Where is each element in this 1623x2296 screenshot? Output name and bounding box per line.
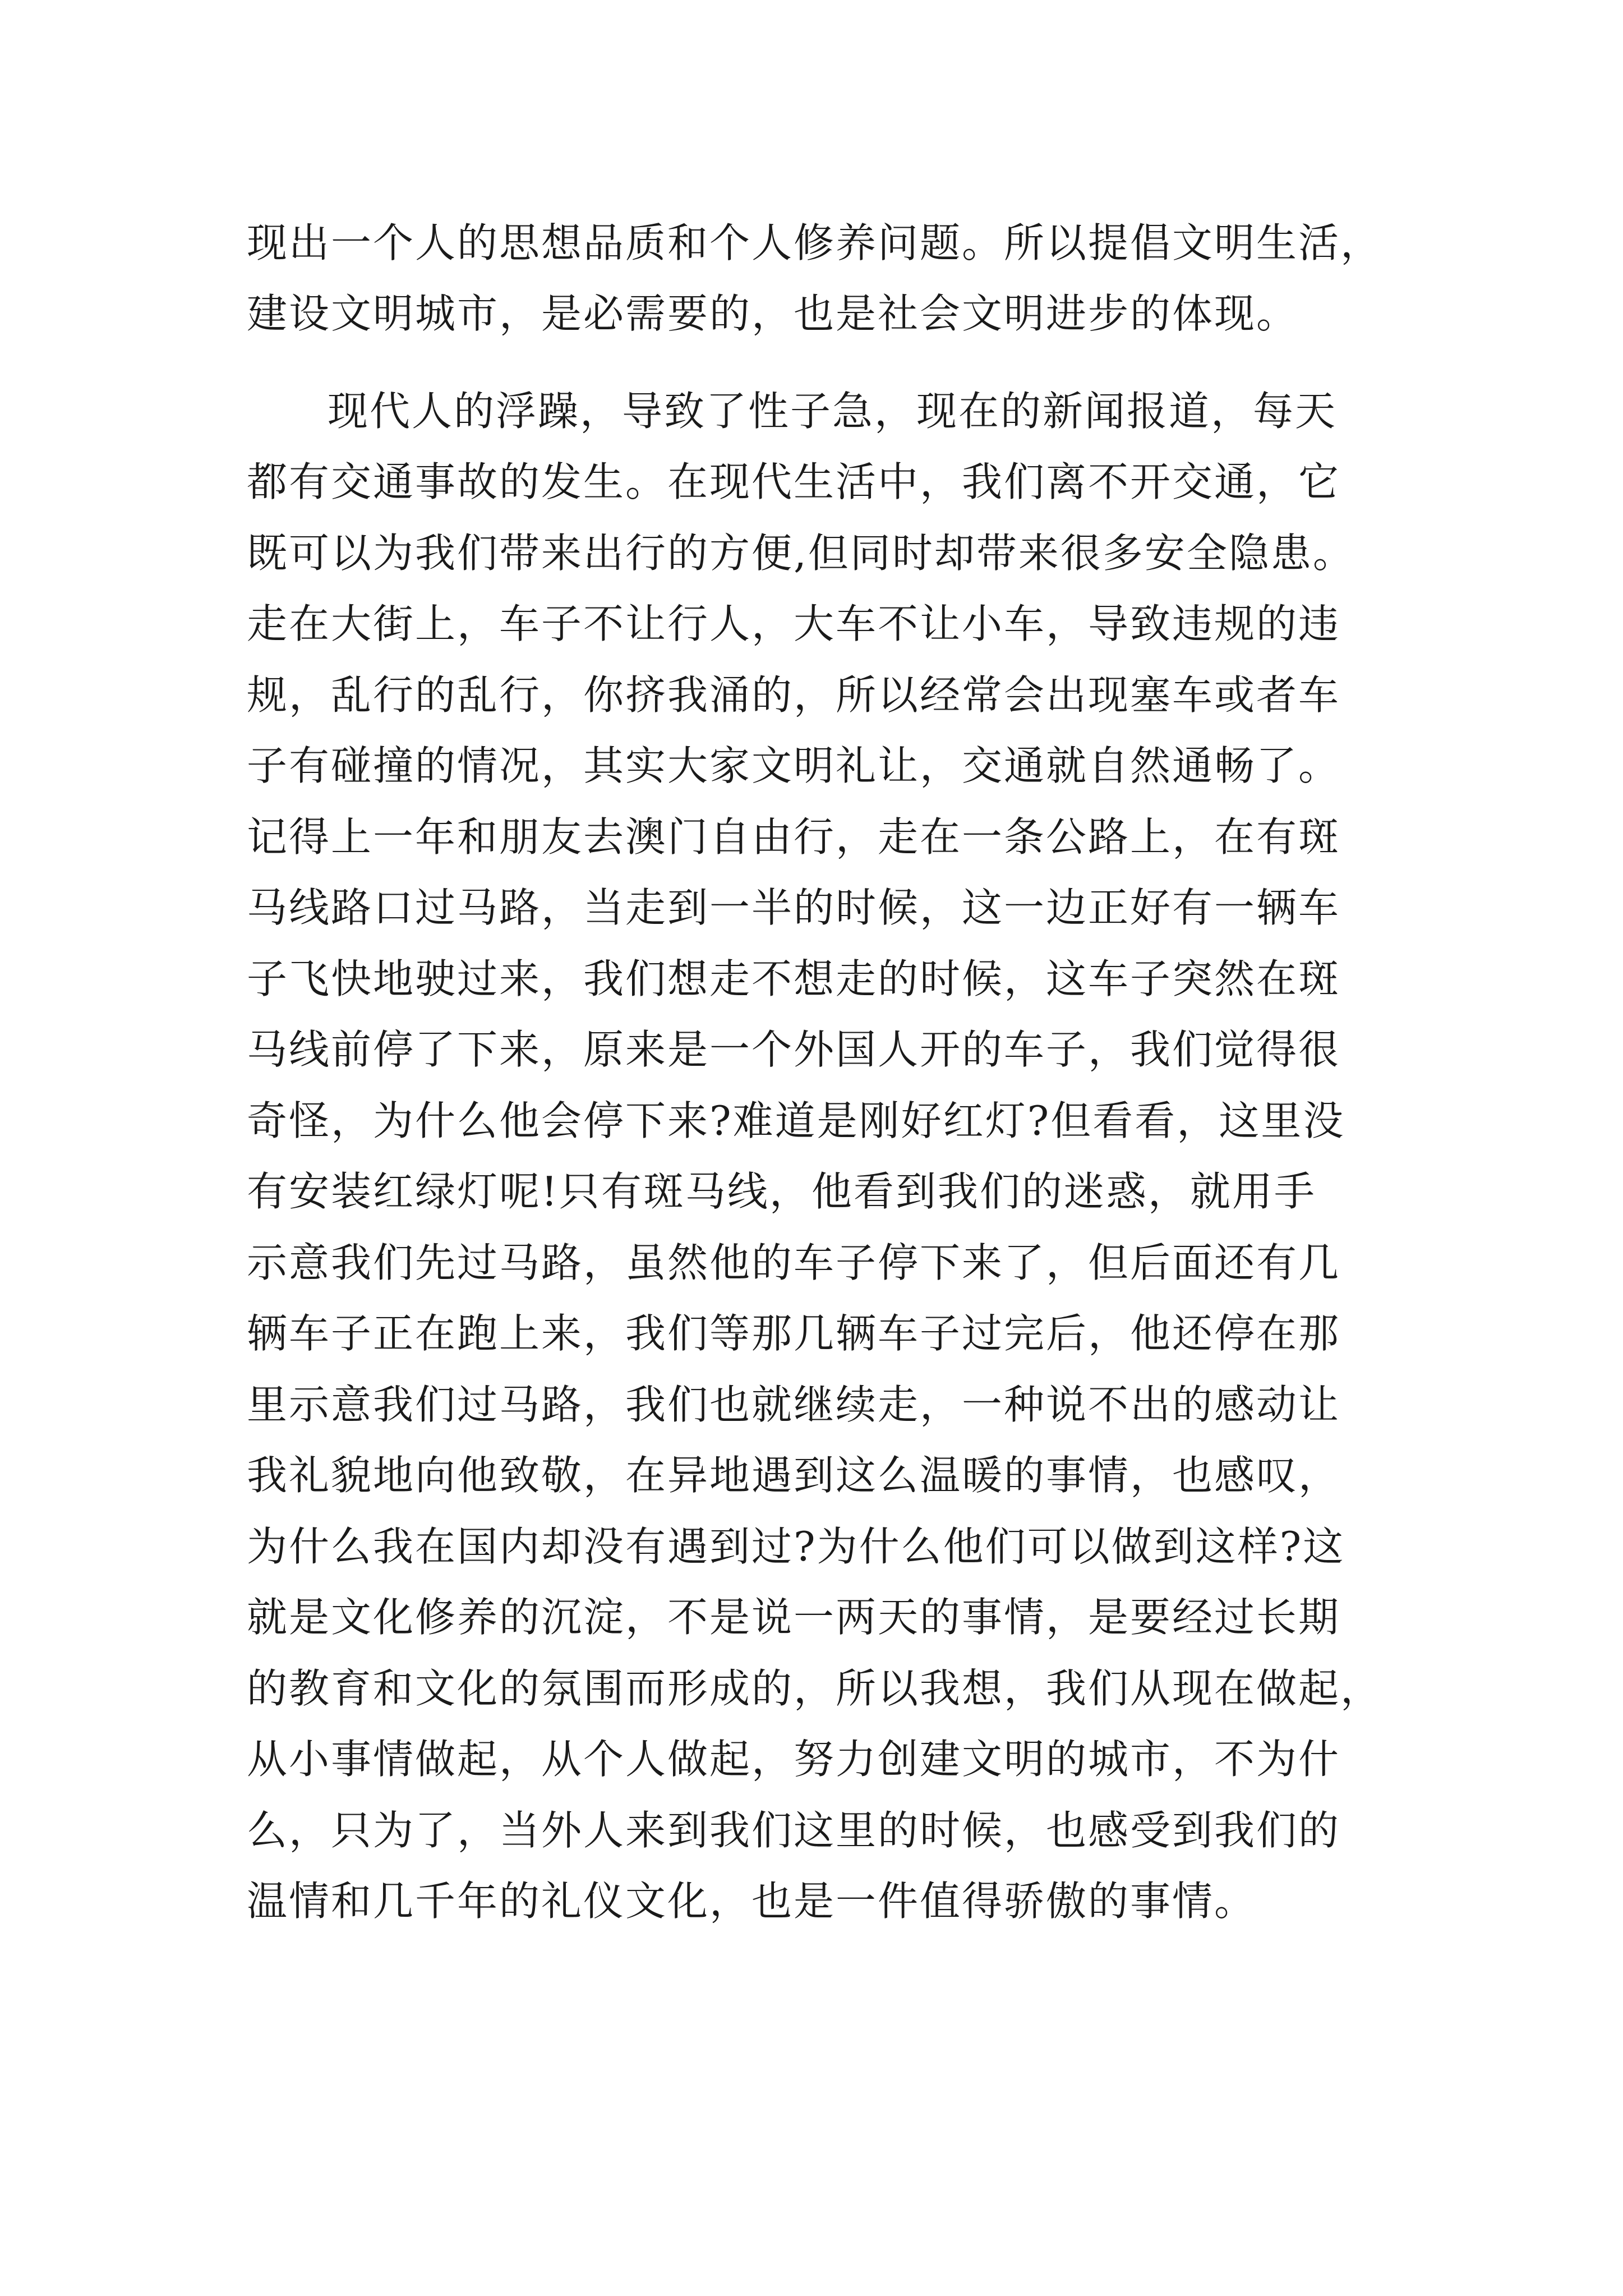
text-line: 子有碰撞的情况，其实大家文明礼让，交通就自然通畅了。 [247, 742, 1341, 789]
text-line: 温情和几千年的礼仪文化，也是一件值得骄傲的事情。 [247, 1878, 1257, 1925]
text-line: 子飞快地驶过来，我们想走不想走的时候，这车子突然在斑 [247, 955, 1341, 1002]
text-line: 里示意我们过马路，我们也就继续走，一种说不出的感动让 [247, 1381, 1341, 1428]
text-line: 记得上一年和朋友去澳门自由行，走在一条公路上，在有斑 [247, 813, 1341, 861]
text-line: 现出一个人的思想品质和个人修养问题。所以提倡文明生活， [247, 219, 1383, 266]
text-line: 我礼貌地向他致敬，在异地遇到这么温暖的事情，也感叹， [247, 1452, 1341, 1499]
text-line: 奇怪，为什么他会停下来?难道是刚好红灯?但看看，这里没 [247, 1097, 1345, 1144]
text-line: 从小事情做起，从个人做起，努力创建文明的城市，不为什 [247, 1736, 1341, 1783]
text-line: 建设文明城市，是必需要的，也是社会文明进步的体现。 [247, 290, 1299, 337]
text-line: 么，只为了，当外人来到我们这里的时候，也感受到我们的 [247, 1807, 1341, 1854]
text-line: 马线路口过马路，当走到一半的时候，这一边正好有一辆车 [247, 884, 1341, 931]
text-line: 的教育和文化的氛围而形成的，所以我想，我们从现在做起， [247, 1665, 1383, 1712]
text-line: 既可以为我们带来出行的方便,但同时却带来很多安全隐患。 [247, 530, 1355, 577]
text-line: 都有交通事故的发生。在现代生活中，我们离不开交通，它 [247, 458, 1341, 505]
text-line: 辆车子正在跑上来，我们等那几辆车子过完后，他还停在那 [247, 1310, 1341, 1357]
text-line: 规，乱行的乱行，你挤我涌的，所以经常会出现塞车或者车 [247, 671, 1341, 719]
text-line: 走在大街上，车子不让行人，大车不让小车，导致违规的违 [247, 600, 1341, 647]
text-line: 现代人的浮躁，导致了性子急，现在的新闻报道，每天 [328, 388, 1338, 435]
text-line: 马线前停了下来，原来是一个外国人开的车子，我们觉得很 [247, 1026, 1341, 1073]
text-line: 就是文化修养的沉淀，不是说一两天的事情，是要经过长期 [247, 1594, 1341, 1641]
text-line: 有安装红绿灯呢!只有斑马线，他看到我们的迷惑，就用手 [247, 1168, 1316, 1215]
text-line: 为什么我在国内却没有遇到过?为什么他们可以做到这样?这 [247, 1523, 1345, 1570]
text-line: 示意我们先过马路，虽然他的车子停下来了，但后面还有几 [247, 1239, 1341, 1286]
